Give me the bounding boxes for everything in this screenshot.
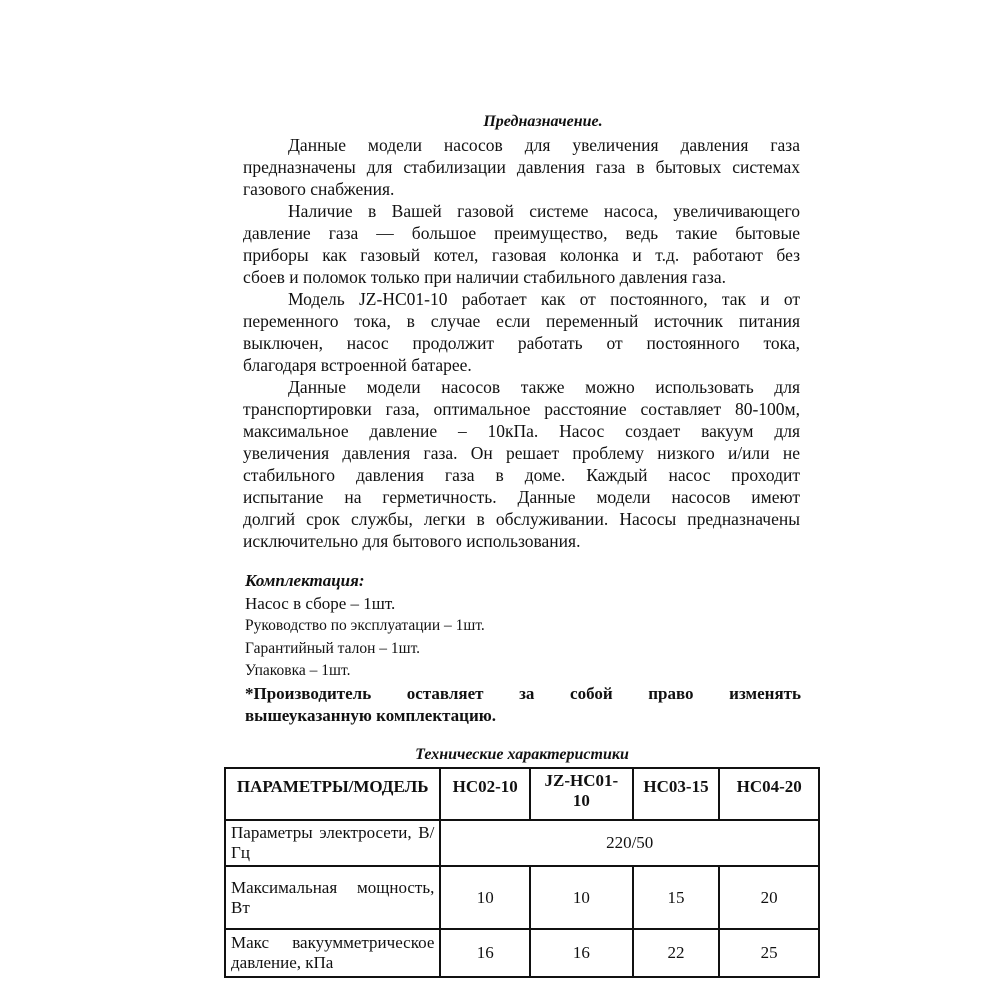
table-cell: 15: [633, 866, 720, 929]
purpose-text: [243, 134, 800, 552]
table-header: HC03-15: [633, 768, 720, 820]
text-line: переменного тока, в случае если переменный источник питания: [243, 311, 800, 331]
text-line: давление газа — большое преимущество, ведь такие бытовые: [243, 223, 800, 243]
table-cell: 10: [440, 866, 530, 929]
table-header: ПАРАМЕТРЫ/МОДЕЛЬ: [225, 768, 440, 820]
kit-item: Насос в сборе – 1шт.: [245, 593, 396, 613]
row-label: Параметры электросети, В/Гц: [225, 820, 440, 866]
table-row: [225, 929, 819, 977]
table-header: JZ-HC01-10: [530, 768, 633, 820]
text-line: предназначены для стабилизации давления газа в бытовых системах: [243, 157, 800, 177]
table-header: HC04-20: [719, 768, 819, 820]
text-line: исключительно для бытового использования.: [243, 531, 581, 551]
table-header-row: [225, 768, 819, 820]
text-line: Данные модели насосов для увеличения давления газа: [288, 135, 800, 155]
text-line: благодаря встроенной батарее.: [243, 355, 472, 375]
table-cell: 220/50: [440, 820, 819, 866]
kit-note-line: вышеуказанную комплектацию.: [245, 705, 497, 725]
specs-table: [224, 767, 820, 978]
table-cell: 25: [719, 929, 819, 977]
table-title: Технические характеристики: [415, 746, 629, 763]
text-line: газового снабжения.: [243, 179, 395, 199]
text-line: максимальное давление – 10кПа. Насос создает вакуум для: [243, 421, 800, 441]
text-line: приборы как газовый котел, газовая колонка и т.д. работают без: [243, 245, 800, 265]
text-line: сбоев и поломок только при наличии стабильного давления газа.: [243, 267, 726, 287]
table-header: HC02-10: [440, 768, 530, 820]
table-cell: 10: [530, 866, 633, 929]
kit-item: Гарантийный талон – 1шт.: [245, 639, 421, 657]
text-line: Наличие в Вашей газовой системе насоса, увеличивающего: [288, 201, 800, 221]
table-row: [225, 866, 819, 929]
kit-note-line: *Производитель оставляет за собой право изменять: [245, 683, 801, 703]
row-label: Максимальная мощность, Вт: [225, 866, 440, 929]
table-cell: 20: [719, 866, 819, 929]
text-line: выключен, насос продолжит работать от постоянного тока,: [243, 333, 800, 353]
section-title: Предназначение.: [483, 113, 603, 130]
kit-heading: Комплектация:: [245, 571, 365, 590]
kit-section: [245, 570, 801, 727]
text-line: Модель JZ-HC01-10 работает как от постоянного, так и от: [288, 289, 800, 309]
text-line: увеличения давления газа. Он решает проблему низкого и/или не: [243, 443, 800, 463]
text-line: стабильного давления газа в доме. Каждый насос проходит: [243, 465, 800, 485]
table-cell: 16: [440, 929, 530, 977]
text-line: транспортировки газа, оптимальное расстояние составляет 80-100м,: [243, 399, 800, 419]
table-cell: 16: [530, 929, 633, 977]
table-cell: 22: [633, 929, 720, 977]
text-line: испытание на герметичность. Данные модели насосов имеют: [243, 487, 800, 507]
text-line: Данные модели насосов также можно использовать для: [288, 377, 800, 397]
table-row: [225, 820, 819, 866]
row-label: Макс вакуумметрическое давление, кПа: [225, 929, 440, 977]
kit-item: Упаковка – 1шт.: [245, 662, 351, 679]
kit-item: Руководство по эксплуатации – 1шт.: [245, 617, 485, 634]
text-line: долгий срок службы, легки в обслуживании. Насосы предназначены: [243, 509, 800, 529]
